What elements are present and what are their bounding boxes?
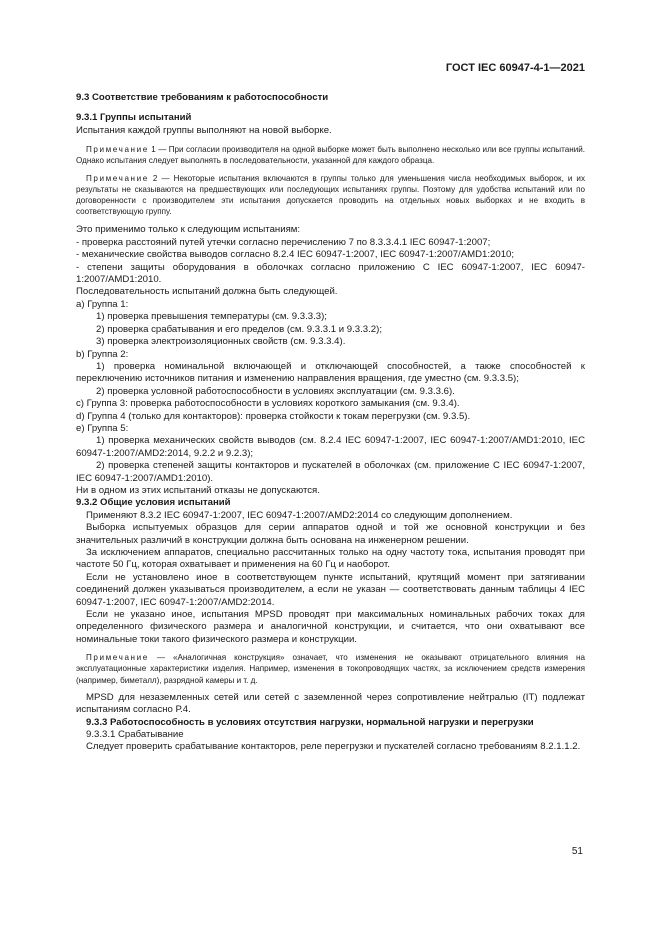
paragraph: Следует проверить срабатывание контакторов, реле перегрузки и пускателей согласно требованиям 8.2.1.1.2. <box>86 741 581 753</box>
group-subitem: 2) проверка степеней защиты контакторов и пускателей в оболочках (см. приложение С IEC 60947-1:2007, IEC 60947-1:2007/AMD1:2010). <box>76 460 585 484</box>
group-item: b) Группа 2: <box>76 348 129 360</box>
page-number: 51 <box>571 846 583 857</box>
group-item: c) Группа 3: проверка работоспособности в условиях короткого замыкания (см. 9.3.4). <box>76 398 460 410</box>
note-label: Примечание <box>86 173 149 183</box>
note-label: Примечание <box>86 145 149 155</box>
standard-code-header: ГОСТ IEC 60947-4-1—2021 <box>445 62 585 74</box>
paragraph: Это применимо только к следующим испытаниям: <box>76 224 301 236</box>
group-item: a) Группа 1: <box>76 298 129 310</box>
paragraph: Последовательность испытаний должна быть следующей. <box>76 286 338 298</box>
section-9-3-3-heading: 9.3.3 Работоспособность в условиях отсутствия нагрузки, нормальной нагрузки и перегрузки <box>86 716 534 728</box>
group-subitem: 3) проверка электроизоляционных свойств (см. 9.3.3.4). <box>96 336 346 348</box>
list-item: - степени защиты оборудования в оболочках согласно приложению С IEC 60947-1:2007, IEC 60947-1:2007/AMD1:2010. <box>76 261 585 286</box>
list-item: - проверка расстояний путей утечки согласно перечислению 7 по 8.3.3.4.1 IEC 60947-1:2007; <box>76 236 491 248</box>
paragraph: Испытания каждой группы выполняют на новой выборке. <box>76 124 332 136</box>
note-1 <box>76 144 585 166</box>
note-label: Примечание <box>86 653 149 663</box>
note-3 <box>76 652 585 686</box>
note-text: 1 — При согласии производителя на одной выборке может быть выполнено несколько или все группы испытаний. Однако испытания следует выполнять в последовательности, указанной для каждого образца. <box>76 145 585 166</box>
section-9-3-1-heading: 9.3.1 Группы испытаний <box>76 112 192 124</box>
note-text: — «Аналогичная конструкция» означает, что изменения не оказывают отрицательного влияния на эксплуатационные характеристики изделия. Например, изменения в токопроводящих частях, за исключением средств измерения (например, биметалл), разрядной камеры и т. д. <box>76 653 585 685</box>
paragraph: Применяют 8.3.2 IEC 60947-1:2007, IEC 60947-1:2007/AMD2:2014 со следующим дополнением. <box>86 509 513 521</box>
subsection-9-3-3-1-heading: 9.3.3.1 Срабатывание <box>86 729 184 741</box>
group-subitem: 1) проверка механических свойств выводов (см. 8.2.4 IEC 60947-1:2007, IEC 60947-1:2007/AMD1:2010, IEC 60947-1:2007/AMD2:2014, 9.2.2 и 9.2.3); <box>76 435 585 459</box>
paragraph: Ни в одном из этих испытаний отказы не допускаются. <box>76 484 320 496</box>
paragraph: За исключением аппаратов, специально рассчитанных только на одну частоту тока, испытания проводят при частоте 50 Гц, которая охватывает и применения на 60 Гц и наоборот. <box>76 547 585 571</box>
note-text: 2 — Некоторые испытания включаются в группы только для уменьшения числа необходимых выборок, и их результаты не сказываются на предшествующих или последующих испытаниях группы. Поэтому для удобства испытаний или по договоренности с производителем эти испытания допускается проводить на отдельных новых выборках и не входить в соответствующую группу. <box>76 173 585 217</box>
page-body <box>76 92 585 754</box>
group-subitem: 2) проверка условной работоспособности в условиях эксплуатации (см. 9.3.3.6). <box>96 385 455 397</box>
paragraph: MPSD для незаземленных сетей или сетей с заземленной через сопротивление нейтралью (IT) подлежат испытаниям согласно Р.4. <box>76 691 585 716</box>
group-subitem: 1) проверка номинальной включающей и отключающей способностей, а также способностей к переключению источников питания и изменению направления вращения, где уместно (см. 9.3.3.5); <box>76 360 585 385</box>
list-item: - механические свойства выводов согласно 8.2.4 IEC 60947-1:2007, IEC 60947-1:2007/AMD1:2010; <box>76 249 515 261</box>
group-subitem: 2) проверка срабатывания и его пределов (см. 9.3.3.1 и 9.3.3.2); <box>96 323 382 335</box>
section-9-3-2-heading: 9.3.2 Общие условия испытаний <box>76 497 231 509</box>
paragraph: Выборка испытуемых образцов для серии аппаратов одной и той же основной конструкции и без значительных различий в конструкции должна быть основана на инженерном решении. <box>76 522 585 546</box>
group-item: d) Группа 4 (только для контакторов): проверка стойкости к токам перегрузки (см. 9.3.5). <box>76 410 471 422</box>
paragraph: Если не указано иное, испытания MPSD проводят при максимальных номинальных рабочих токах для определенного физического размера и аналогичной конструкции, и считается, что они охватывают все номинальные токи такого физического размера и конструкции. <box>76 609 585 645</box>
group-subitem: 1) проверка превышения температуры (см. 9.3.3.3); <box>96 311 327 323</box>
note-2 <box>76 173 585 218</box>
paragraph: Если не установлено иное в соответствующем пункте испытаний, крутящий момент при затягивании соединений должен указываться производителем, а если не указан — соответствовать данным таблицы 4 IEC 60947-1:2007, IEC 60947-1:2007/AMD2:2014. <box>76 571 585 608</box>
group-item: e) Группа 5: <box>76 422 129 434</box>
section-9-3-heading: 9.3 Соответствие требованиям к работоспособности <box>76 92 329 103</box>
